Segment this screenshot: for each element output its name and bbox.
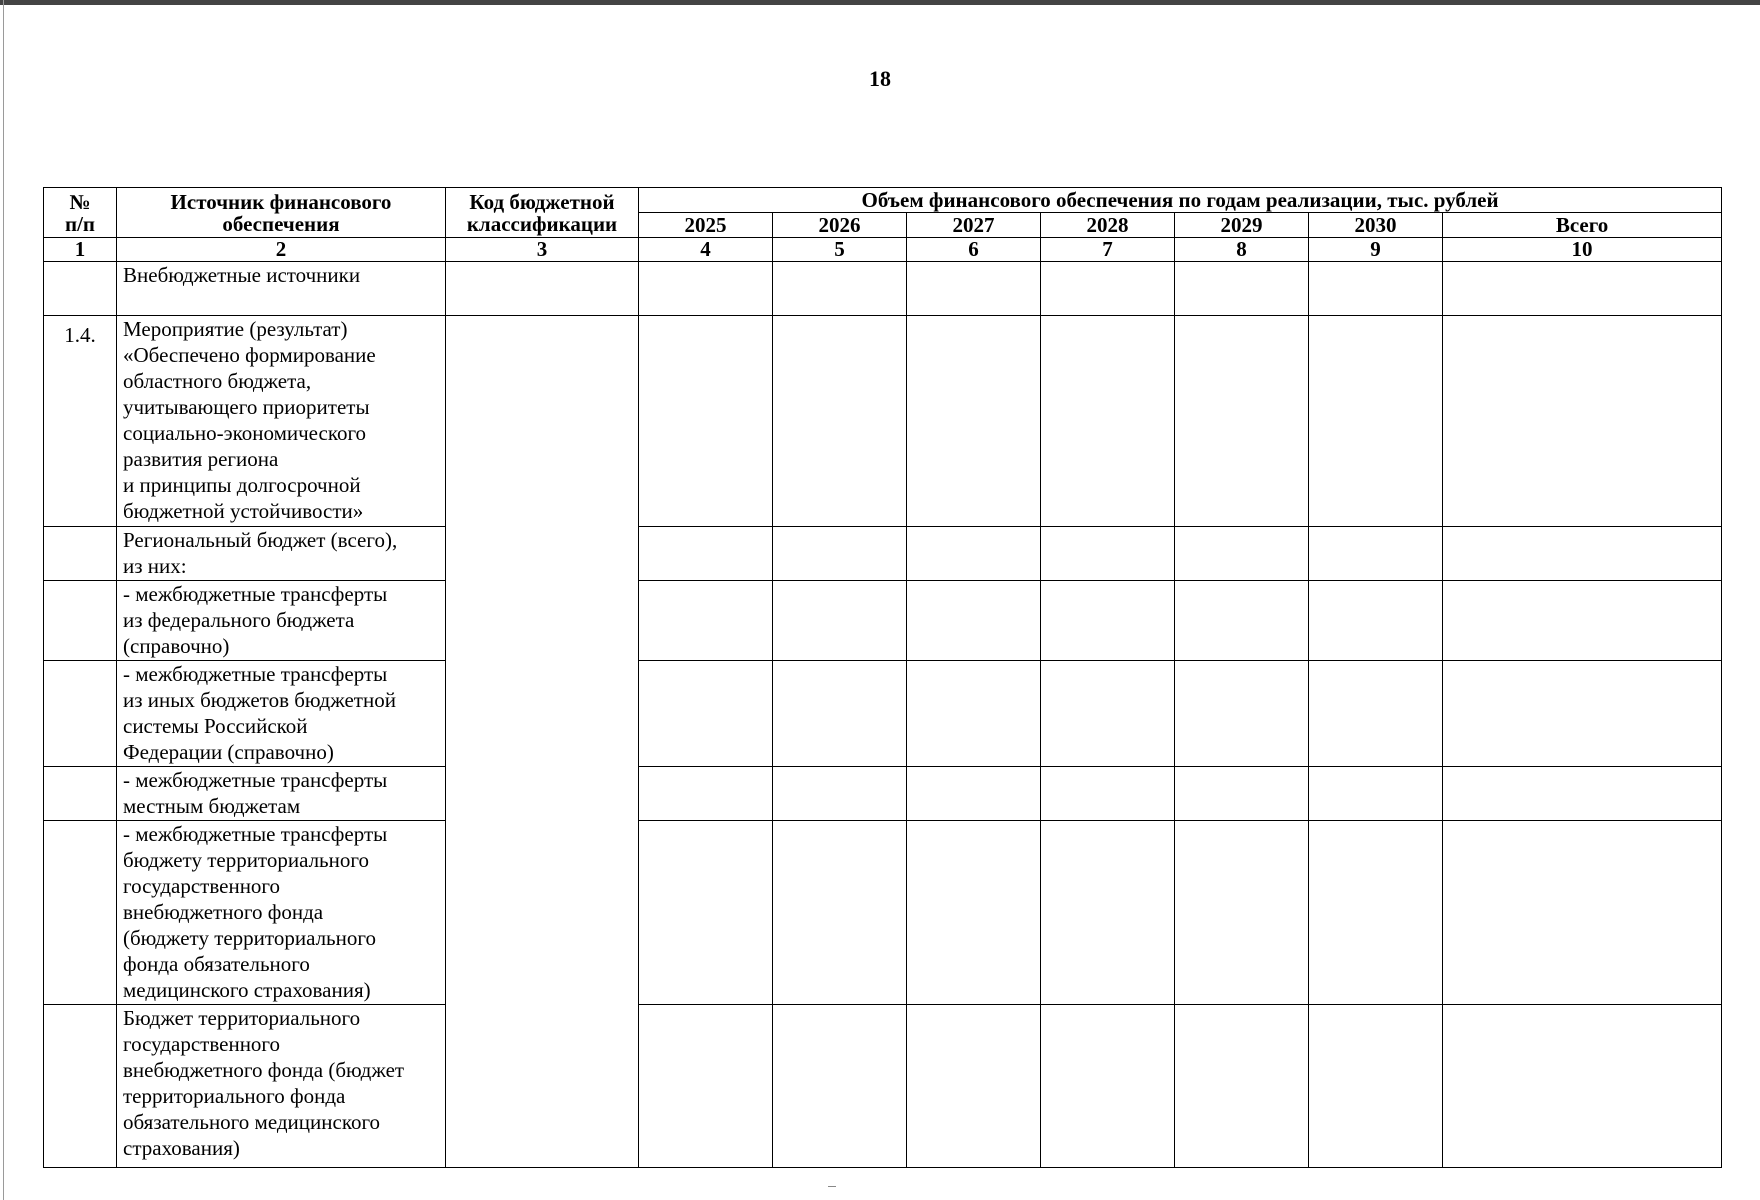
year-value-cell (639, 262, 773, 316)
year-value-cell (1175, 1005, 1309, 1168)
year-value-cell (907, 581, 1041, 661)
row-number (44, 821, 117, 1005)
year-value-cell (907, 767, 1041, 821)
row-source-line: из них: (123, 554, 187, 578)
column-number: 8 (1175, 238, 1309, 262)
year-value-cell (1175, 316, 1309, 527)
header-year: 2027 (907, 213, 1041, 238)
row-source-line: - межбюджетные трансферты (123, 768, 388, 792)
row-source (117, 661, 446, 767)
year-value-cell (907, 316, 1041, 527)
year-value-cell (639, 1005, 773, 1168)
row-source-line: «Обеспечено формирование (123, 343, 376, 367)
table-row (44, 767, 1722, 821)
row-source-line: территориального фонда (123, 1084, 346, 1108)
year-value-cell (1041, 581, 1175, 661)
total-value-cell (1443, 1005, 1722, 1168)
header-code (446, 188, 639, 238)
year-value-cell (907, 1005, 1041, 1168)
total-value-cell (1443, 316, 1722, 527)
scan-mark (828, 1186, 836, 1187)
row-source-line: Мероприятие (результат) (123, 317, 348, 341)
row-source (117, 1005, 446, 1168)
header-num-line: п/п (64, 211, 96, 236)
column-number: 3 (446, 238, 639, 262)
row-source-line: (бюджету территориального (123, 926, 376, 950)
row-source-line: системы Российской (123, 714, 308, 738)
year-value-cell (907, 661, 1041, 767)
header-total: Всего (1443, 213, 1722, 238)
year-value-cell (1175, 767, 1309, 821)
row-number (44, 1005, 117, 1168)
year-value-cell (1309, 527, 1443, 581)
total-value-cell (1443, 821, 1722, 1005)
table-row (44, 821, 1722, 1005)
row-source-line: областного бюджета, (123, 369, 312, 393)
row-number (44, 581, 117, 661)
year-value-cell (907, 262, 1041, 316)
row-source-line: государственного (123, 1032, 281, 1056)
year-value-cell (773, 661, 907, 767)
row-source (117, 581, 446, 661)
header-year: 2026 (773, 213, 907, 238)
table-body (44, 262, 1722, 1168)
row-code-cell (446, 262, 639, 316)
column-number: 5 (773, 238, 907, 262)
year-value-cell (1041, 527, 1175, 581)
year-value-cell (773, 821, 907, 1005)
column-number: 10 (1443, 238, 1722, 262)
year-value-cell (907, 821, 1041, 1005)
year-value-cell (1175, 527, 1309, 581)
row-source (117, 316, 446, 527)
year-value-cell (1309, 262, 1443, 316)
header-code-line: классификации (466, 211, 618, 236)
row-source-line: обязательного медицинского (123, 1110, 381, 1134)
year-value-cell (1041, 661, 1175, 767)
row-source (117, 527, 446, 581)
table-row (44, 661, 1722, 767)
year-value-cell (639, 821, 773, 1005)
header-num (44, 188, 117, 238)
financing-table (43, 187, 1722, 1168)
column-number-row (44, 238, 1722, 262)
year-value-cell (639, 527, 773, 581)
year-value-cell (773, 581, 907, 661)
year-value-cell (1175, 821, 1309, 1005)
row-number (44, 527, 117, 581)
row-source-line: - межбюджетные трансферты (123, 822, 388, 846)
year-value-cell (1175, 581, 1309, 661)
header-year: 2025 (639, 213, 773, 238)
total-value-cell (1443, 527, 1722, 581)
row-source-line: - межбюджетные трансферты (123, 662, 388, 686)
table-row (44, 1005, 1722, 1168)
column-number: 2 (117, 238, 446, 262)
header-code-line: Код бюджетной (469, 189, 615, 214)
table-row (44, 527, 1722, 581)
row-source-line: Внебюджетные источники (123, 263, 361, 287)
row-source-line: страхования) (123, 1136, 240, 1160)
column-number: 7 (1041, 238, 1175, 262)
header-volume-group: Объем финансового обеспечения по годам реализации, тыс. рублей (639, 188, 1722, 213)
year-value-cell (1309, 767, 1443, 821)
row-source-line: Бюджет территориального (123, 1006, 361, 1030)
year-value-cell (639, 581, 773, 661)
row-source-line: учитывающего приоритеты (123, 395, 370, 419)
row-source-line: внебюджетного фонда (123, 900, 324, 924)
row-source-line: фонда обязательного (123, 952, 310, 976)
row-source-line: - межбюджетные трансферты (123, 582, 388, 606)
table-row (44, 316, 1722, 527)
year-value-cell (1041, 262, 1175, 316)
year-value-cell (1175, 661, 1309, 767)
year-value-cell (773, 316, 907, 527)
header-source-line: Источник финансового (170, 189, 392, 214)
year-value-cell (1309, 581, 1443, 661)
row-number (44, 767, 117, 821)
left-margin-line (3, 0, 4, 1200)
year-value-cell (639, 661, 773, 767)
year-value-cell (1309, 1005, 1443, 1168)
table-row (44, 581, 1722, 661)
header-num-line: № (69, 189, 91, 214)
row-number: 1.4. (44, 316, 117, 527)
total-value-cell (1443, 581, 1722, 661)
row-source-line: Федерации (справочно) (123, 740, 334, 764)
page-number: 18 (869, 66, 891, 91)
top-border-line (0, 0, 1760, 5)
row-source-line: местным бюджетам (123, 794, 301, 818)
header-year: 2029 (1175, 213, 1309, 238)
row-source-line: развития региона (123, 447, 279, 471)
row-source (117, 767, 446, 821)
total-value-cell (1443, 661, 1722, 767)
total-value-cell (1443, 262, 1722, 316)
year-value-cell (1175, 262, 1309, 316)
year-value-cell (773, 527, 907, 581)
row-source-line: медицинского страхования) (123, 978, 371, 1002)
year-value-cell (1309, 661, 1443, 767)
header-source-line: обеспечения (222, 211, 340, 236)
year-value-cell (1041, 767, 1175, 821)
row-source-line: бюджетной устойчивости» (123, 499, 364, 523)
row-source-line: государственного (123, 874, 281, 898)
year-value-cell (773, 767, 907, 821)
row-number (44, 262, 117, 316)
row-source-line: бюджету территориального (123, 848, 369, 872)
row-source-line: из иных бюджетов бюджетной (123, 688, 396, 712)
header-row-1 (44, 188, 1722, 213)
table-row (44, 262, 1722, 316)
row-code-cell (446, 316, 639, 1168)
total-value-cell (1443, 767, 1722, 821)
row-source-line: из федерального бюджета (123, 608, 355, 632)
row-source-line: и принципы долгосрочной (123, 473, 361, 497)
year-value-cell (639, 316, 773, 527)
year-value-cell (907, 527, 1041, 581)
column-number: 4 (639, 238, 773, 262)
row-source (117, 262, 446, 316)
row-source-line: социально-экономического (123, 421, 367, 445)
column-number: 6 (907, 238, 1041, 262)
year-value-cell (639, 767, 773, 821)
header-source (117, 188, 446, 238)
row-source (117, 821, 446, 1005)
year-value-cell (1041, 1005, 1175, 1168)
column-number: 9 (1309, 238, 1443, 262)
year-value-cell (1041, 821, 1175, 1005)
header-year: 2028 (1041, 213, 1175, 238)
year-value-cell (773, 262, 907, 316)
row-number (44, 661, 117, 767)
year-value-cell (1309, 821, 1443, 1005)
row-source-line: (справочно) (123, 634, 230, 658)
year-value-cell (1041, 316, 1175, 527)
year-value-cell (1309, 316, 1443, 527)
row-source-line: внебюджетного фонда (бюджет (123, 1058, 405, 1082)
column-number: 1 (44, 238, 117, 262)
header-year: 2030 (1309, 213, 1443, 238)
year-value-cell (773, 1005, 907, 1168)
row-source-line: Региональный бюджет (всего), (123, 528, 398, 552)
